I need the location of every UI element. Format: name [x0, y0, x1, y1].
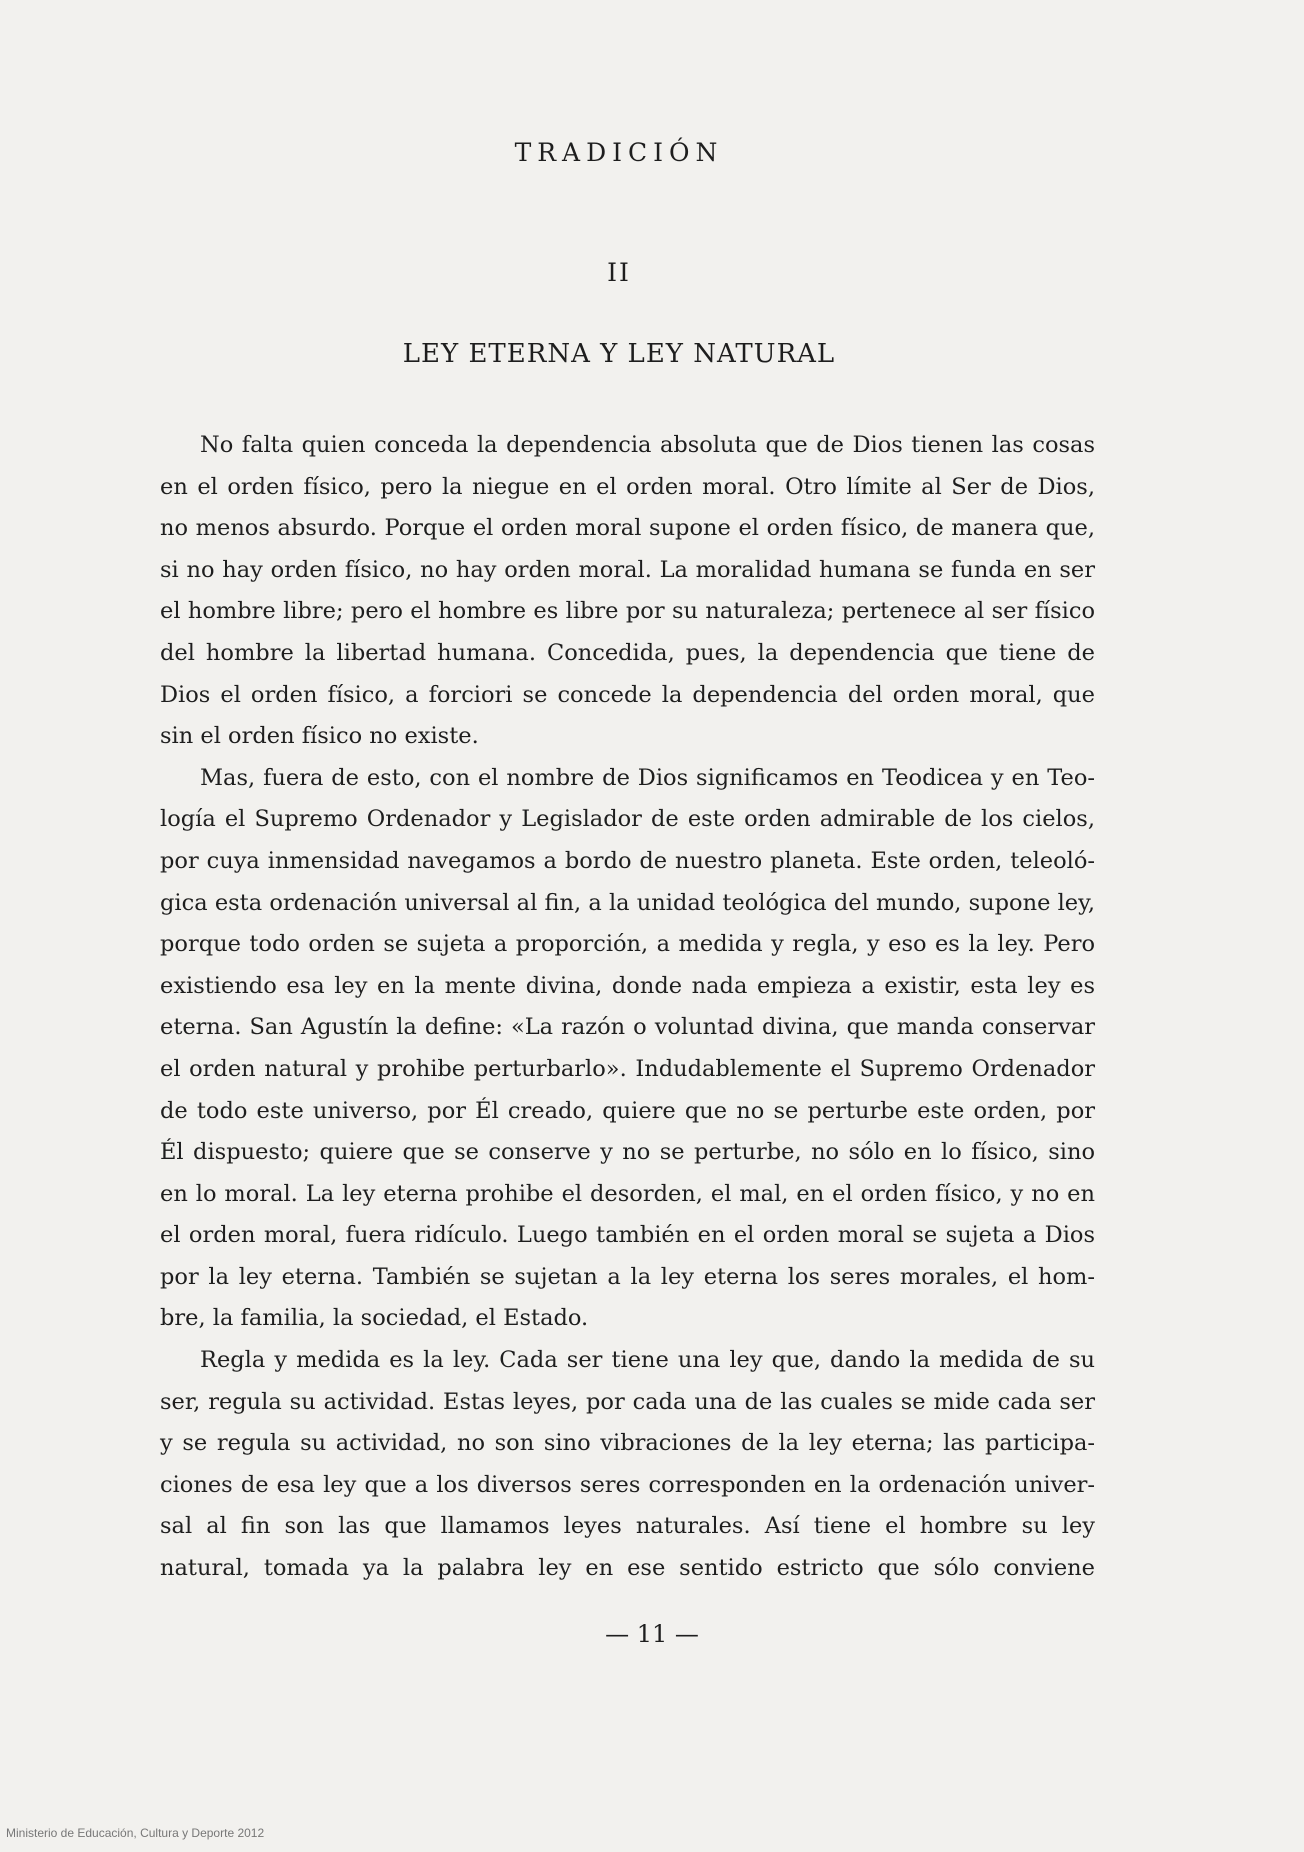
text-line: no menos absurdo. Porque el orden moral supone el orden físico, de manera que,	[160, 515, 1095, 542]
text-line: Mas, fuera de esto, con el nombre de Dios significamos en Teodicea y en Teo-	[200, 764, 1095, 791]
text-line: de todo este universo, por Él creado, quiere que no se perturbe este orden, por	[160, 1097, 1095, 1124]
paragraph-1	[160, 425, 1095, 758]
text-line: sal al fin son las que llamamos leyes naturales. Así tiene el hombre su ley	[160, 1513, 1095, 1540]
text-line: natural, tomada ya la palabra ley en ese sentido estricto que sólo conviene	[160, 1555, 1095, 1582]
chapter-number: II	[607, 258, 631, 287]
paragraph-2	[160, 758, 1095, 1340]
text-line: por la ley eterna. También se sujetan a la ley eterna los seres morales, el hom-	[160, 1263, 1095, 1290]
text-line: en el orden físico, pero la niegue en el orden moral. Otro límite al Ser de Dios,	[160, 473, 1095, 500]
text-line: logía el Supremo Ordenador y Legislador de este orden admirable de los cielos,	[160, 806, 1095, 833]
text-line: Dios el orden físico, a forciori se concede la dependencia del orden moral, que	[160, 681, 1095, 708]
body-text	[160, 425, 1095, 1590]
text-line: y se regula su actividad, no son sino vibraciones de la ley eterna; las participa-	[160, 1430, 1095, 1457]
text-line: sin el orden físico no existe.	[160, 723, 479, 750]
text-line: gica esta ordenación universal al fin, a la unidad teológica del mundo, supone ley,	[160, 889, 1095, 916]
chapter-title: LEY ETERNA Y LEY NATURAL	[402, 339, 836, 369]
text-line: eterna. San Agustín la define: «La razón o voluntad divina, que manda conservar	[160, 1014, 1095, 1041]
text-line: existiendo esa ley en la mente divina, donde nada empieza a existir, esta ley es	[160, 972, 1095, 999]
text-line: del hombre la libertad humana. Concedida, pues, la dependencia que tiene de	[160, 639, 1095, 666]
text-line: ciones de esa ley que a los diversos seres corresponden en la ordenación univer-	[160, 1471, 1095, 1498]
text-line: el hombre libre; pero el hombre es libre por su naturaleza; pertenece al ser físico	[160, 598, 1095, 625]
text-line: bre, la familia, la sociedad, el Estado.	[160, 1305, 589, 1332]
running-title: TRADICIÓN	[514, 138, 724, 167]
text-line: No falta quien conceda la dependencia absoluta que de Dios tienen las cosas	[200, 432, 1095, 458]
text-line: porque todo orden se sujeta a proporción, a medida y regla, y eso es la ley. Pero	[160, 931, 1095, 958]
text-line: si no hay orden físico, no hay orden moral. La moralidad humana se funda en ser	[160, 556, 1095, 583]
page-number: — 11 —	[605, 1620, 699, 1648]
text-line: Él dispuesto; quiere que se conserve y no se perturbe, no sólo en lo físico, sino	[160, 1139, 1095, 1166]
footer-credit: Ministerio de Educación, Cultura y Deporte 2012	[6, 1826, 265, 1840]
text-line: el orden natural y prohibe perturbarlo». Indudablemente el Supremo Ordenador	[160, 1055, 1095, 1082]
text-line: el orden moral, fuera ridículo. Luego también en el orden moral se sujeta a Dios	[160, 1222, 1095, 1249]
paragraph-3	[160, 1340, 1095, 1590]
text-line: en lo moral. La ley eterna prohibe el desorden, el mal, en el orden físico, y no en	[160, 1180, 1095, 1207]
text-line: ser, regula su actividad. Estas leyes, por cada una de las cuales se mide cada ser	[160, 1388, 1095, 1415]
text-line: por cuya inmensidad navegamos a bordo de nuestro planeta. Este orden, teleoló-	[160, 847, 1095, 874]
text-line: Regla y medida es la ley. Cada ser tiene una ley que, dando la medida de su	[200, 1347, 1095, 1374]
